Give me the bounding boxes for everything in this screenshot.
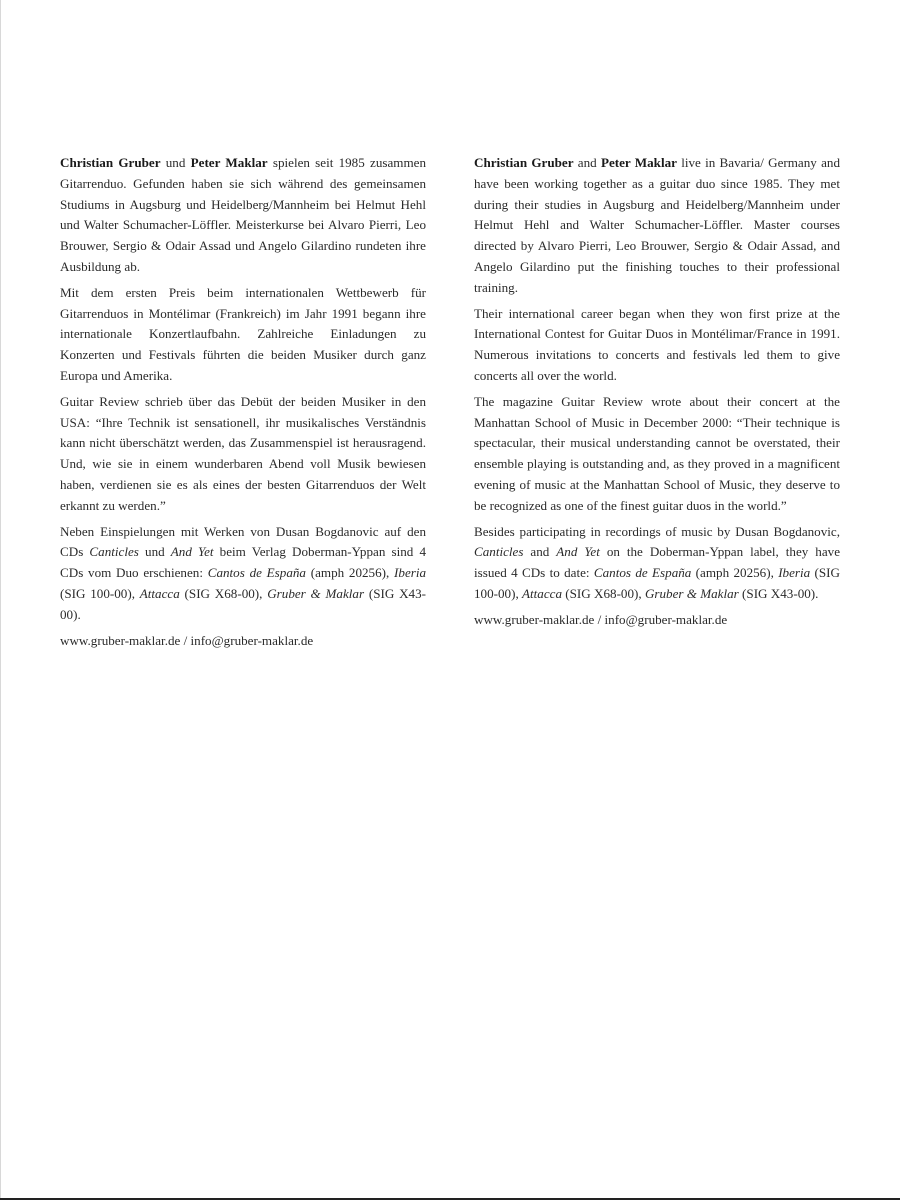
english-contact-line: www.gruber-maklar.de / info@gruber-maklar.de	[474, 611, 728, 627]
performer-name: Christian Gruber	[474, 155, 574, 170]
cd-title: Cantos de España	[593, 565, 692, 581]
english-paragraph-review: The magazine Guitar Review wrote about their concert at the Manhattan School of Music in December 2000: “Their technique is spectacular, their musical understanding cannot be overstated, their ensemble playing is outstanding and, as they proved in a magnificent evening of music at the Manhattan School of Music, they deserve to be recognized as one of the finest guitar duos in the world.”	[474, 393, 840, 513]
cd-title: And Yet	[170, 544, 214, 560]
english-column	[474, 153, 840, 636]
cd-title: Attacca	[522, 585, 563, 601]
german-contact-line: www.gruber-maklar.de / info@gruber-maklar.de	[60, 632, 314, 648]
german-paragraph-review: Guitar Review schrieb über das Debüt der beiden Musiker in den USA: “Ihre Technik ist sensationell, ihr musikalisches Verständnis kann nicht überschätzt werden, das Zusammenspiel ist herausragend. Und, wie sie in einem wunderbaren Abend voll Musik bewiesen haben, verdienen sie es als eines der besten Gitarrenduos der Welt erkannt zu werden.”	[60, 393, 426, 513]
cd-title: Gruber & Maklar	[644, 585, 739, 601]
german-paragraph-discography: Neben Einspielungen mit Werken von Dusan Bogdanovic auf den CDs Canticles und And Yet beim Verlag Doberman-Yppan sind 4 CDs vom Duo erschienen: Cantos de España (amph 20256), Iberia (SIG 100-00), Attacca (SIG X68-00), Gruber & Maklar (SIG X43-00).	[60, 523, 427, 622]
cd-title: Iberia	[778, 565, 811, 581]
cd-title: Canticles	[474, 544, 524, 560]
cd-title: And Yet	[556, 544, 600, 560]
cd-title: Canticles	[89, 544, 139, 560]
performer-name: Peter Maklar	[600, 155, 677, 170]
german-column	[60, 153, 426, 656]
performer-name: Peter Maklar	[190, 155, 268, 170]
performer-name: Christian Gruber	[60, 155, 161, 170]
german-paragraph-intro: Christian Gruber und Peter Maklar spielen seit 1985 zusammen Gitarrenduo. Gefunden haben sie sich während des gemeinsamen Studiums in Augsburg und Heidelberg/Mannheim bei Helmut Hehl und Walter Schumacher-Löffler. Meisterkurse bei Alvaro Pierri, Leo Brouwer, Sergio & Odair Assad und Angelo Gilardino rundeten ihre Ausbildung ab.	[60, 155, 427, 274]
english-paragraph-discography: Besides participating in recordings of music by Dusan Bogdanovic, Canticles and And Yet on the Doberman-Yppan label, they have issued 4 CDs to date: Cantos de España (amph 20256), Iberia (SIG 100-00), Attacca (SIG X68-00), Gruber & Maklar (SIG X43-00).	[474, 523, 840, 601]
cd-title: Iberia	[394, 565, 427, 581]
english-paragraph-career: Their international career began when they won first prize at the International Contest for Guitar Duos in Montélimar/France in 1991. Numerous invitations to concerts and festivals led them to give concerts all over the world.	[474, 305, 840, 383]
cd-title: Cantos de España	[207, 565, 306, 581]
cd-title: Gruber & Maklar	[267, 585, 365, 601]
page-edge-left	[0, 0, 1, 1200]
cd-title: Attacca	[139, 585, 180, 601]
english-paragraph-intro: Christian Gruber and Peter Maklar live in Bavaria/ Germany and have been working together as a guitar duo since 1985. They met during their studies in Augsburg and Heidelberg/Mannheim under Helmut Hehl and Walter Schumacher-Löffler. Master courses directed by Alvaro Pierri, Leo Brouwer, Sergio & Odair Assad, and Angelo Gilardino put the finishing touches to their professional training.	[474, 155, 840, 295]
german-paragraph-career: Mit dem ersten Preis beim internationalen Wettbewerb für Gitarrenduos in Montélimar (Frankreich) im Jahr 1991 begann ihre internationale Konzertlaufbahn. Zahlreiche Einladungen zu Konzerten und Festivals führten die beiden Musiker durch ganz Europa und Amerika.	[60, 284, 426, 383]
